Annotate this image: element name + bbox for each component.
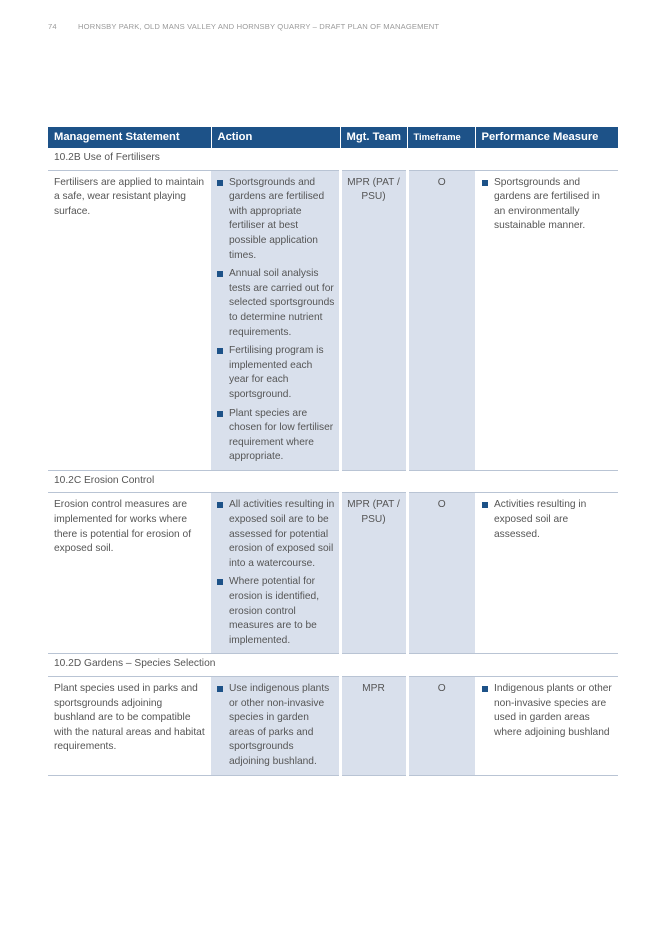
section-title: 10.2B Use of Fertilisers [48,148,618,170]
square-bullet-icon [217,180,223,186]
column-header-statement: Management Statement [48,127,211,148]
action-text: Where potential for erosion is identified, erosion control measures are to be implemented. [229,576,320,646]
action-item [214,575,335,648]
measure-item [479,176,614,234]
measure-text: Sportsgrounds and gardens are fertilised in an environmentally sustainable manner. [494,176,600,232]
square-bullet-icon [217,271,223,277]
action-item [214,267,335,340]
square-bullet-icon [482,686,488,692]
page-number: 74 [48,22,57,31]
column-header-action: Action [211,127,340,148]
column-header-performance: Performance Measure [475,127,618,148]
measure-text: Activities resulting in exposed soil are assessed. [494,499,587,540]
action-item [214,682,335,770]
section-title: 10.2D Gardens – Species Selection [48,654,618,677]
management-team: MPR (PAT / PSU) [340,170,407,470]
measure-item [479,498,614,542]
performance-cell [475,677,618,776]
page-header [48,22,625,31]
action-text: Use indigenous plants or other non-invasive species in garden areas of parks and sportsgrounds adjoining bushland. [229,683,330,767]
section-row [48,654,618,677]
action-item [214,344,335,402]
management-table [48,127,618,776]
action-cell [211,677,340,776]
square-bullet-icon [217,502,223,508]
action-text: Plant species are chosen for low fertiliser requirement where appropriate. [229,407,334,463]
action-item [214,498,335,571]
section-row [48,470,618,493]
action-item [214,176,335,264]
management-team: MPR [340,677,407,776]
section-row [48,148,618,170]
section-title: 10.2C Erosion Control [48,470,618,493]
column-header-team: Mgt. Team [340,127,407,148]
performance-cell [475,170,618,470]
timeframe: O [407,677,475,776]
performance-cell [475,493,618,654]
square-bullet-icon [217,348,223,354]
square-bullet-icon [482,502,488,508]
timeframe: O [407,170,475,470]
square-bullet-icon [217,411,223,417]
management-statement: Erosion control measures are implemented for works where there is potential for erosion of exposed soil. [48,493,211,654]
timeframe: O [407,493,475,654]
management-statement: Fertilisers are applied to maintain a safe, wear resistant playing surface. [48,170,211,470]
measure-text: Indigenous plants or other non-invasive species are used in garden areas where adjoining bushland [494,683,612,738]
action-text: Sportsgrounds and gardens are fertilised with appropriate fertiliser at best possible application times. [229,176,325,261]
management-team: MPR (PAT / PSU) [340,493,407,654]
table-header-row [48,127,618,148]
document-title: HORNSBY PARK, OLD MANS VALLEY AND HORNSBY QUARRY – DRAFT PLAN OF MANAGEMENT [78,22,440,31]
action-cell [211,170,340,470]
square-bullet-icon [482,180,488,186]
action-item [214,407,335,465]
square-bullet-icon [217,686,223,692]
square-bullet-icon [217,579,223,585]
management-statement: Plant species used in parks and sportsgrounds adjoining bushland are to be compatible with the natural areas and habitat requirements. [48,677,211,776]
table-row [48,493,618,654]
measure-item [479,682,614,740]
action-cell [211,493,340,654]
action-text: Annual soil analysis tests are carried out for selected sportsgrounds to determine nutrient requirements. [229,268,335,338]
column-header-timeframe: Timeframe [407,127,475,148]
action-text: Fertilising program is implemented each year for each sportsground. [229,345,324,400]
table-row [48,677,618,776]
table-row [48,170,618,470]
action-text: All activities resulting in exposed soil are to be assessed for potential erosion of exposed soil into a watercourse. [229,499,335,569]
